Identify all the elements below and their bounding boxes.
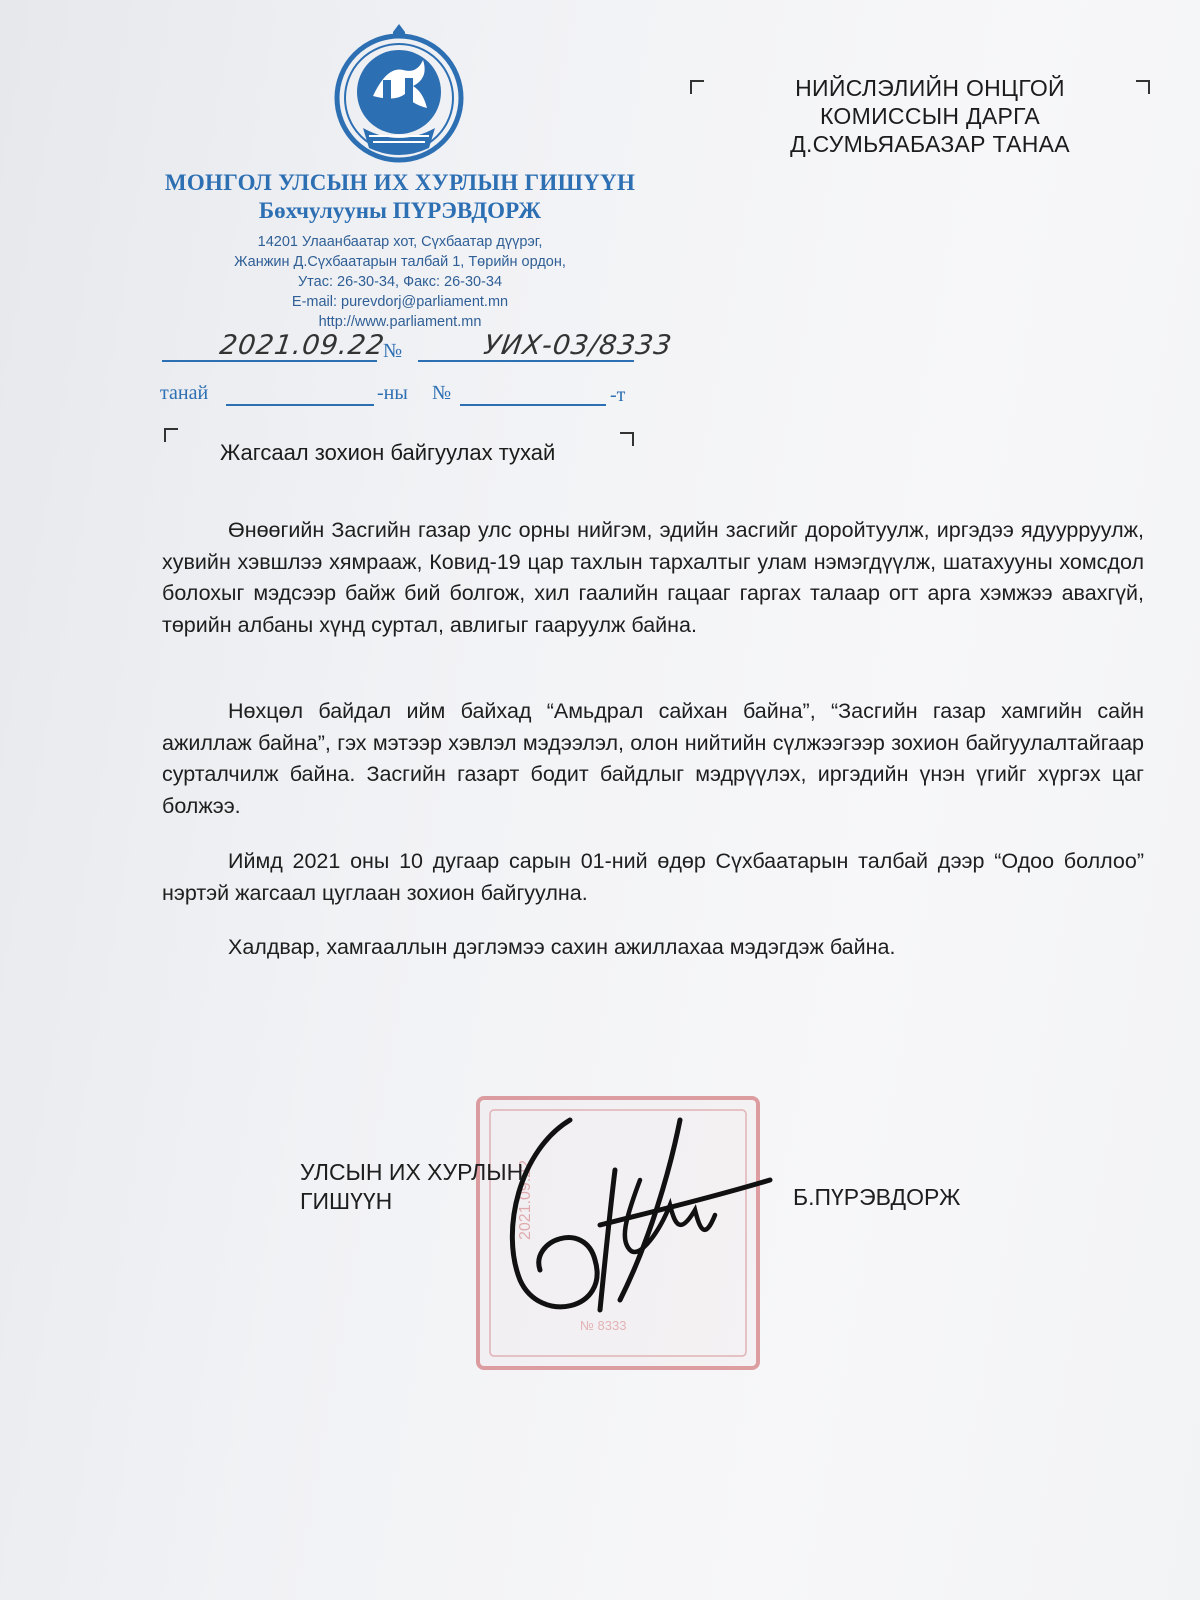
signatory-name: Б.ПҮРЭВДОРЖ [793,1184,961,1210]
address-line: Жанжин Д.Сүхбаатарын талбай 1, Төрийн ордон, [234,254,566,270]
letterhead-name: Бөхчулууны ПҮРЭВДОРЖ [258,198,542,223]
recipient-line: Д.СУМЬЯАБАЗАР ТАНАА [790,131,1070,157]
body-paragraph: Өнөөгийн Засгийн газар улс орны нийгэм, эдийн засгийг доройтуулж, иргэдээ ядуурруулж, хувийн хэвшлээ хямрааж, Ковид-19 цар тахлын тархалтыг улам нэмэгдүүлж, шатахууны хомсдол болохыг мэдсээр байж бий болгож, хил гаалийн гацааг гаргах талаар огт арга хэмжээ авахгүй, төрийн албаны хүнд суртал, авлигыг гааруулж байна. [162,518,1144,637]
recipient-block [760,74,1100,158]
email-text: E-mail: purevdorj@parliament.mn [291,294,509,310]
corner-mark [620,432,634,446]
number-label: № [432,382,452,404]
letter-number: УИХ-03/8333 [481,330,675,361]
subject-line: Жагсаал зохион байгуулах тухай [220,440,556,465]
state-emblem-icon [333,18,465,166]
your-date-line [226,404,374,406]
letterhead-title: МОНГОЛ УЛСЫН ИХ ХУРЛЫН ГИШҮҮН [164,170,636,195]
body-paragraph: Нөхцөл байдал ийм байхад “Амьдрал сайхан байна”, “Засгийн газар хамгийн сайн ажиллаж байна”, гэх мэтээр хэвлэл мэдээлэл, олон нийтийн сүлжээгээр зохион байгуулалтайгаар сурталчилж байна. Засгийн газарт бодит байдлыг мэдрүүлэх, иргэдийн үнэн үгийг хүргэх цаг болжээ. [162,699,1144,818]
body-paragraph: Халдвар, хамгааллын дэглэмээ сахин ажиллахаа мэдэгдэж байна. [228,935,896,959]
suffix-label: -т [610,384,626,406]
svg-text:№ 8333: № 8333 [580,1318,627,1333]
recipient-line: НИЙСЛЭЛИЙН ОНЦГОЙ [795,75,1065,101]
address-line: 14201 Улаанбаатар хот, Сүхбаатар дүүрэг, [257,234,543,250]
handwritten-signature-icon [500,1110,790,1330]
your-number-line [460,404,606,406]
corner-mark [164,428,178,442]
signatory-title [300,1158,523,1216]
body-paragraph: Иймд 2021 оны 10 дугаар сарын 01-ний өдөр Сүхбаатарын талбай дээр “Одоо боллоо” нэртэй жагсаал цуглаан зохион байгуулна. [162,849,1144,905]
svg-text:2021.09.22: 2021.09.22 [517,1159,534,1240]
signatory-title-line: УЛСЫН ИХ ХУРЛЫН [300,1159,524,1185]
corner-mark [690,80,704,94]
letter-date: 2021.09.22 [217,330,387,361]
your-label: танай [160,382,209,404]
recipient-line: КОМИССЫН ДАРГА [819,103,1041,129]
website-text: http://www.parliament.mn [318,314,482,330]
number-label: № [383,340,403,362]
corner-mark [1136,80,1150,94]
signatory-title-line: ГИШҮҮН [300,1188,393,1214]
phone-text: Утас: 26-30-34, Факс: 26-30-34 [297,274,503,290]
of-label: -ны [377,382,408,404]
